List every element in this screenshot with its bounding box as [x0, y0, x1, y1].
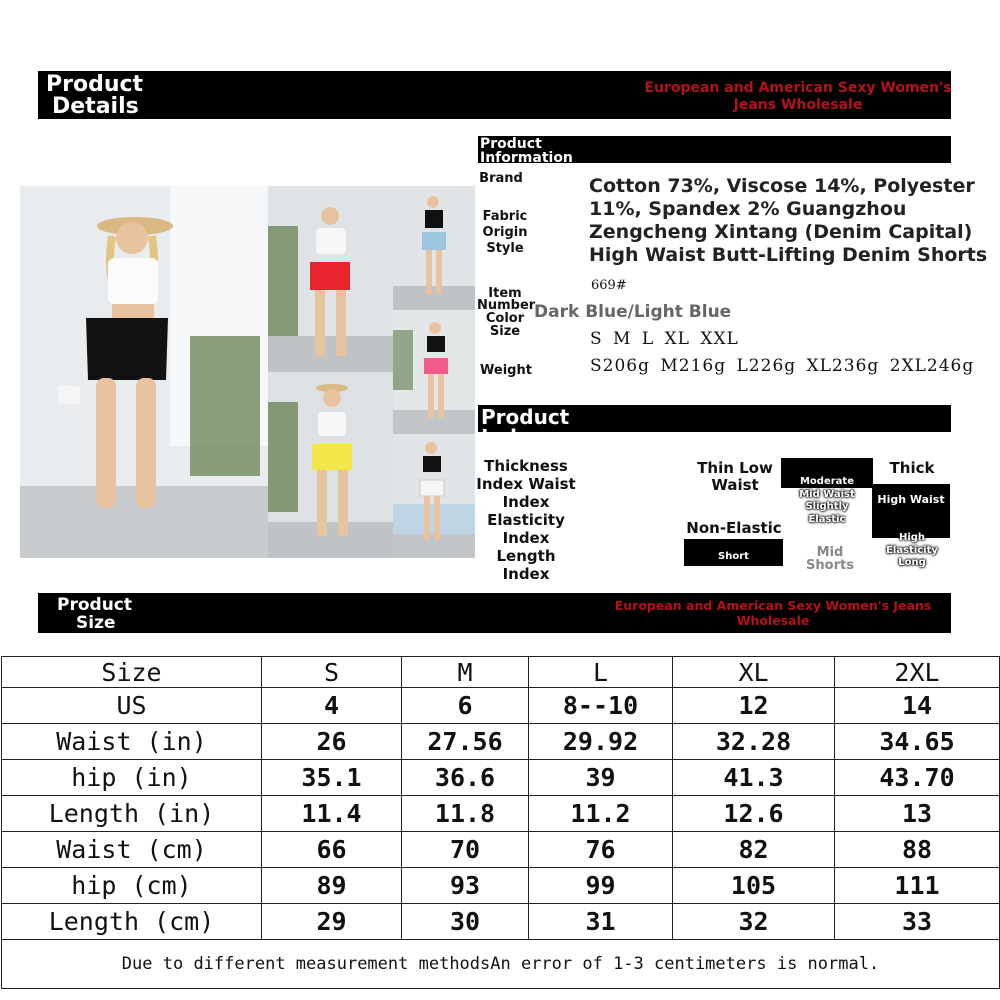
number-label: Number [477, 298, 536, 313]
product-information-header: Product Information [478, 136, 951, 163]
table-cell: 70 [402, 832, 529, 868]
table-row [2, 868, 1000, 904]
header-tagline: European and American Sexy Women's Jeans Wholesale [644, 80, 952, 113]
row-label-cell: hip (in) [2, 760, 262, 796]
table-cell: 4 [262, 688, 402, 724]
short-box: Short [684, 539, 783, 566]
table-row [2, 760, 1000, 796]
color-value: Dark Blue/Light Blue [534, 302, 732, 322]
table-cell: 33 [835, 904, 1000, 940]
yellow-shorts-photo [268, 372, 393, 558]
moderate-midwaist-text: Moderate Mid Waist Slightly Elastic [799, 476, 855, 525]
table-cell: 89 [262, 868, 402, 904]
table-header-cell: S [262, 657, 402, 688]
table-header-row [2, 657, 1000, 688]
table-cell: 43.70 [835, 760, 1000, 796]
thin-low-waist-label: Thin Low Waist [697, 459, 773, 494]
table-cell: 82 [673, 832, 835, 868]
style-label: Style [486, 241, 524, 256]
table-header-cell: XL [673, 657, 835, 688]
high-waist-box: High Waist [872, 484, 950, 538]
fabric-label: Fabric [482, 209, 528, 224]
table-cell: 39 [529, 760, 673, 796]
table-cell: 11.4 [262, 796, 402, 832]
color-label: Color [485, 311, 525, 326]
index-labels: Thickness Index Waist Index Elasticity Index Length Index [476, 457, 576, 583]
table-cell: 32 [673, 904, 835, 940]
row-label-cell: US [2, 688, 262, 724]
weight-label: Weight [480, 363, 532, 378]
table-row [2, 832, 1000, 868]
table-cell: 11.8 [402, 796, 529, 832]
table-cell: 76 [529, 832, 673, 868]
product-details-header [38, 71, 951, 119]
fabric-origin-style-value: Cotton 73%, Viscose 14%, Polyester 11%, Spandex 2% Guangzhou Zengcheng Xintang (Denim Capital) High Waist Butt-Lifting Denim Shorts [589, 175, 988, 266]
table-cell: 12.6 [673, 796, 835, 832]
table-cell: 8--10 [529, 688, 673, 724]
item-number-value: 669# [591, 278, 627, 293]
table-cell: 35.1 [262, 760, 402, 796]
table-cell: 11.2 [529, 796, 673, 832]
table-cell: 41.3 [673, 760, 835, 796]
red-shorts-photo [268, 186, 393, 372]
table-row [2, 904, 1000, 940]
table-row [2, 688, 1000, 724]
high-elasticity-long-text: High Elasticity Long [886, 532, 938, 568]
table-cell: 27.56 [402, 724, 529, 760]
table-row [2, 724, 1000, 760]
pink-shorts-photo [393, 310, 475, 434]
table-cell: 93 [402, 868, 529, 904]
product-size-header: Product Size European and American Sexy Women's Jeans Wholesale [38, 593, 951, 633]
thick-label: Thick [889, 459, 935, 477]
table-cell: 105 [673, 868, 835, 904]
table-cell: 34.65 [835, 724, 1000, 760]
table-corner-cell: Size [2, 657, 262, 688]
row-label-cell: Waist (cm) [2, 832, 262, 868]
row-label-cell: Length (in) [2, 796, 262, 832]
table-cell: 111 [835, 868, 1000, 904]
sizes-value: S M L XL XXL [590, 329, 739, 349]
row-label-cell: hip (cm) [2, 868, 262, 904]
size-table [1, 656, 1000, 989]
measurement-note: Due to different measurement methodsAn error of 1-3 centimeters is normal. [2, 940, 1000, 989]
table-cell: 29 [262, 904, 402, 940]
non-elastic-label: Non-Elastic [686, 519, 782, 537]
table-cell: 99 [529, 868, 673, 904]
size-tagline: European and American Sexy Women's Jeans Wholesale [614, 598, 932, 628]
table-cell: 36.6 [402, 760, 529, 796]
table-cell: 66 [262, 832, 402, 868]
table-header-cell: 2XL [835, 657, 1000, 688]
weights-value: S206g M216g L226g XL236g 2XL246g [590, 356, 975, 376]
table-cell: 29.92 [529, 724, 673, 760]
table-cell: 31 [529, 904, 673, 940]
table-cell: 30 [402, 904, 529, 940]
table-header-cell: M [402, 657, 529, 688]
table-header-cell: L [529, 657, 673, 688]
row-label-cell: Waist (in) [2, 724, 262, 760]
table-cell: 32.28 [673, 724, 835, 760]
table-cell: 26 [262, 724, 402, 760]
product-index-header: Product Index [478, 405, 951, 432]
table-cell: 13 [835, 796, 1000, 832]
brand-label: Brand [479, 171, 523, 186]
lightblue-shorts-photo [393, 186, 475, 310]
mid-shorts-label: Mid Shorts [806, 545, 854, 573]
header-title: Product Details [46, 72, 144, 119]
table-cell: 6 [402, 688, 529, 724]
table-cell: 88 [835, 832, 1000, 868]
white-shorts-photo [393, 434, 475, 558]
table-cell: 14 [835, 688, 1000, 724]
main-model-photo [20, 186, 268, 558]
item-label: Item [488, 286, 522, 301]
table-note-row [2, 940, 1000, 989]
origin-label: Origin [482, 225, 528, 240]
row-label-cell: Length (cm) [2, 904, 262, 940]
table-cell: 12 [673, 688, 835, 724]
size-label: Size [489, 324, 521, 339]
table-row [2, 796, 1000, 832]
